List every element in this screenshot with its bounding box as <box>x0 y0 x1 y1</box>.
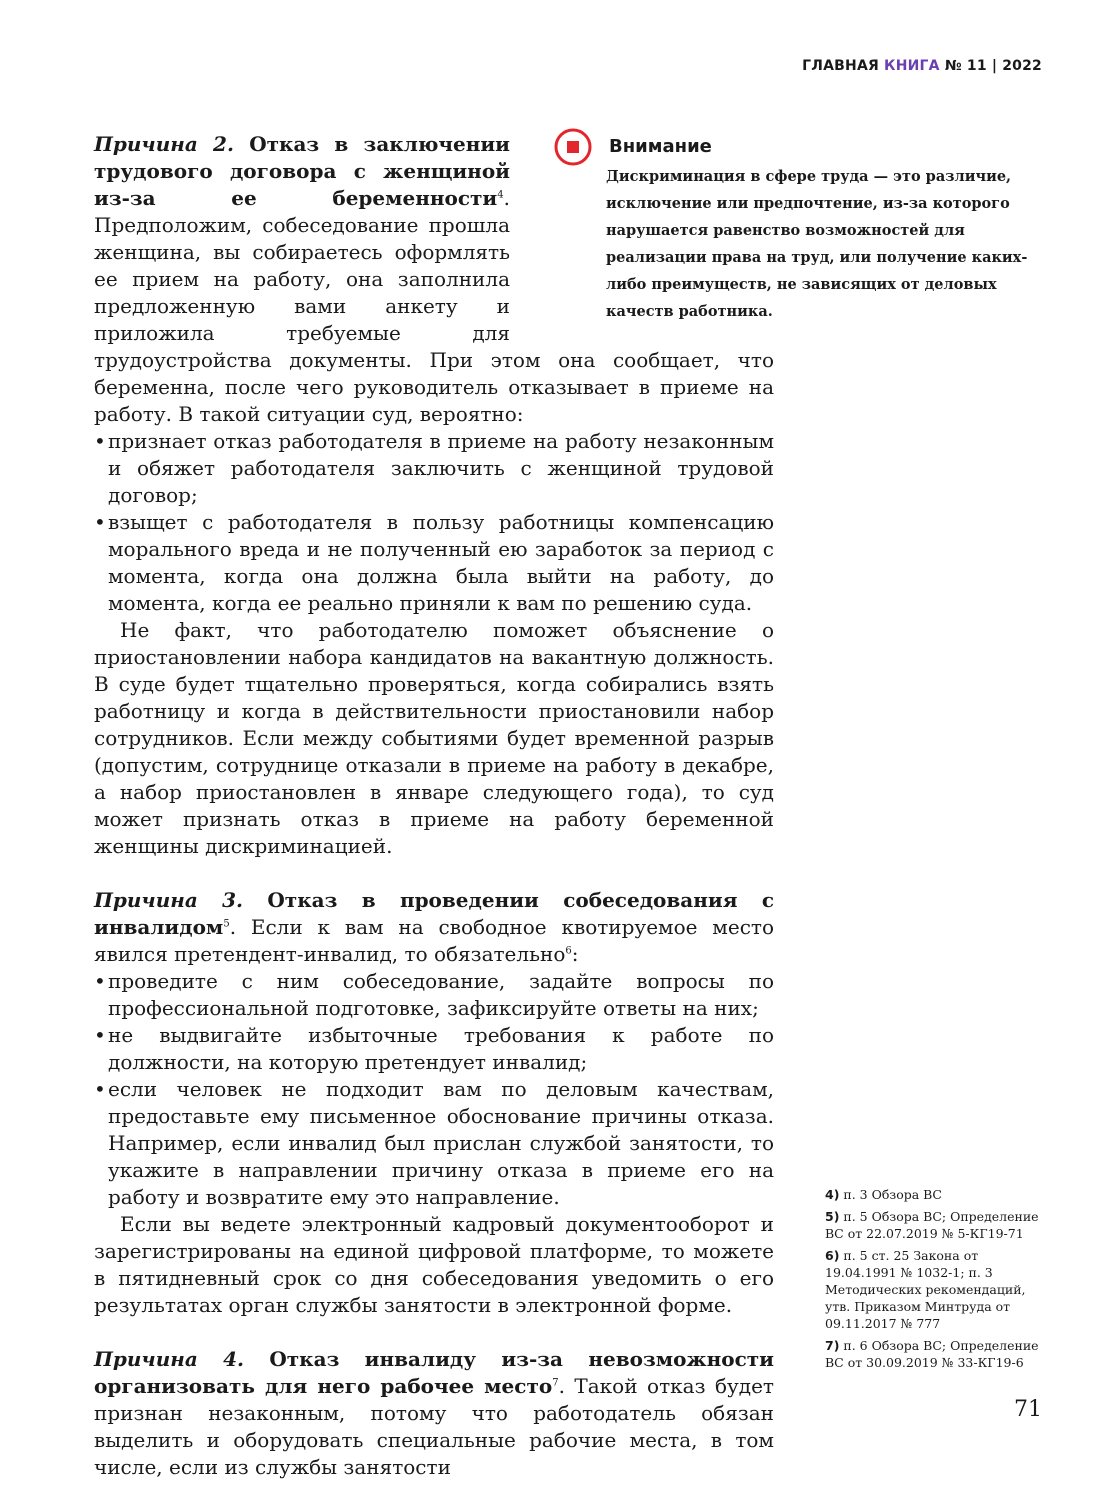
issue-info: № 11 | 2022 <box>944 58 1042 74</box>
page-number: 71 <box>1014 1397 1042 1422</box>
section-title: Отказ в заключении трудового договора с женщиной из-за ее беременности <box>94 132 511 210</box>
section-label: Причина 3. <box>94 888 244 912</box>
attention-text: Дискриминация в сфере труда — это различие, исключение или предпочтение, из-за которого нарушается равенство возможностей для реализации права на труд, или получение каких-либо преимуществ, не зависящих от деловых качеств работника. <box>606 168 1028 320</box>
brand-accent: КНИГА <box>884 58 940 74</box>
section-text: : <box>571 942 579 966</box>
footnote <box>825 1247 1045 1332</box>
section-text: . Если к вам на свободное квотируемое место явился претендент-инвалид, то обязательно <box>94 915 774 966</box>
footnotes <box>825 1186 1045 1376</box>
footnote-number: 4) <box>825 1187 840 1202</box>
bullet-list <box>94 968 774 1211</box>
footnote-number: 7) <box>825 1338 840 1353</box>
section-text: . Такой отказ будет признан незаконным, потому что работодатель обязан выделить и оборудовать специальные рабочие места, в том числе, если из службы занятости <box>94 1374 774 1479</box>
list-item: • не выдвигайте избыточные требования к работе по должности, на которую претендует инвалид; <box>94 1022 774 1076</box>
paragraph: Не факт, что работодателю поможет объяснение о приостановлении набора кандидатов на вакантную должность. В суде будет тщательно проверяться, когда собирались взять работницу и когда в действительности приостановили набор сотрудников. Если между событиями будет временной разрыв (допустим, сотруднице отказали в приеме на работу в декабре, а набор приостановлен в январе следующего года), то суд может признать отказ в приеме на работу беременной женщины дискриминацией. <box>94 618 774 858</box>
paragraph: Если вы ведете электронный кадровый документооборот и зарегистрированы на единой цифровой платформе, то можете в пятидневный срок со дня собеседования уведомить о его результатах орган службы занятости в электронной форме. <box>94 1212 774 1317</box>
section-title: Отказ инвалиду из-за невозможности организовать для него рабочее место <box>94 1347 775 1398</box>
footnote-ref: 4 <box>497 189 504 201</box>
footnote <box>825 1337 1045 1371</box>
section-text: . Предположим, собеседование прошла женщина, вы собираетесь оформлять ее прием на работу, она заполнила предложенную вами анкету и приложила требуемые для трудоустройства документы. При этом она сообщает, что беременна, после чего руководитель отказывает в приеме на работу. В такой ситуации суд, вероятно: <box>94 186 774 426</box>
footnote-ref: 7 <box>552 1377 559 1389</box>
attention-title: Внимание <box>609 136 712 157</box>
list-item: • проведите с ним собеседование, задайте вопросы по профессиональной подготовке, зафиксируйте ответы на них; <box>94 968 774 1022</box>
footnote <box>825 1208 1045 1242</box>
section-label: Причина 4. <box>94 1347 245 1371</box>
footnote-ref: 6 <box>565 945 572 957</box>
bullet-list <box>94 428 774 617</box>
section-title: Отказ в проведении собеседования с инвалидом <box>94 888 775 939</box>
list-item: • признает отказ работодателя в приеме на работу незаконным и обяжет работодателя заключить с женщиной трудовой договор; <box>94 428 774 509</box>
list-item: • взыщет с работодателя в пользу работницы компенсацию морального вреда и не полученный ею заработок за период с момента, когда она должна была выйти на работу, до момента, когда ее реально приняли к вам по решению суда. <box>94 509 774 617</box>
section-label: Причина 2. <box>94 132 234 156</box>
magazine-header <box>802 58 1042 74</box>
footnote-text: п. 5 Обзора ВС; Определение ВС от 22.07.2019 № 5-КГ19-71 <box>825 1209 1039 1241</box>
footnote-text: п. 6 Обзора ВС; Определение ВС от 30.09.2019 № 33-КГ19-6 <box>825 1338 1039 1370</box>
section-4 <box>94 1346 774 1481</box>
sidebar-spacer <box>524 131 774 347</box>
footnote-text: п. 3 Обзора ВС <box>843 1187 942 1202</box>
footnote-ref: 5 <box>223 918 230 930</box>
footnote-text: п. 5 ст. 25 Закона от 19.04.1991 № 1032-1; п. 3 Методических рекомендаций, утв. Приказом Минтруда от 09.11.2017 № 777 <box>825 1248 1026 1331</box>
list-item: • если человек не подходит вам по деловым качествам, предоставьте ему письменное обоснование причины отказа. Например, если инвалид был прислан службой занятости, то укажите в направлении причину отказа в приеме его на работу и возвратите ему это направление. <box>94 1076 774 1211</box>
section-3 <box>94 887 774 968</box>
footnote-number: 6) <box>825 1248 840 1263</box>
footnote-number: 5) <box>825 1209 840 1224</box>
footnote <box>825 1186 1045 1203</box>
article-body <box>94 131 774 1481</box>
brand-main: ГЛАВНАЯ <box>802 58 879 74</box>
